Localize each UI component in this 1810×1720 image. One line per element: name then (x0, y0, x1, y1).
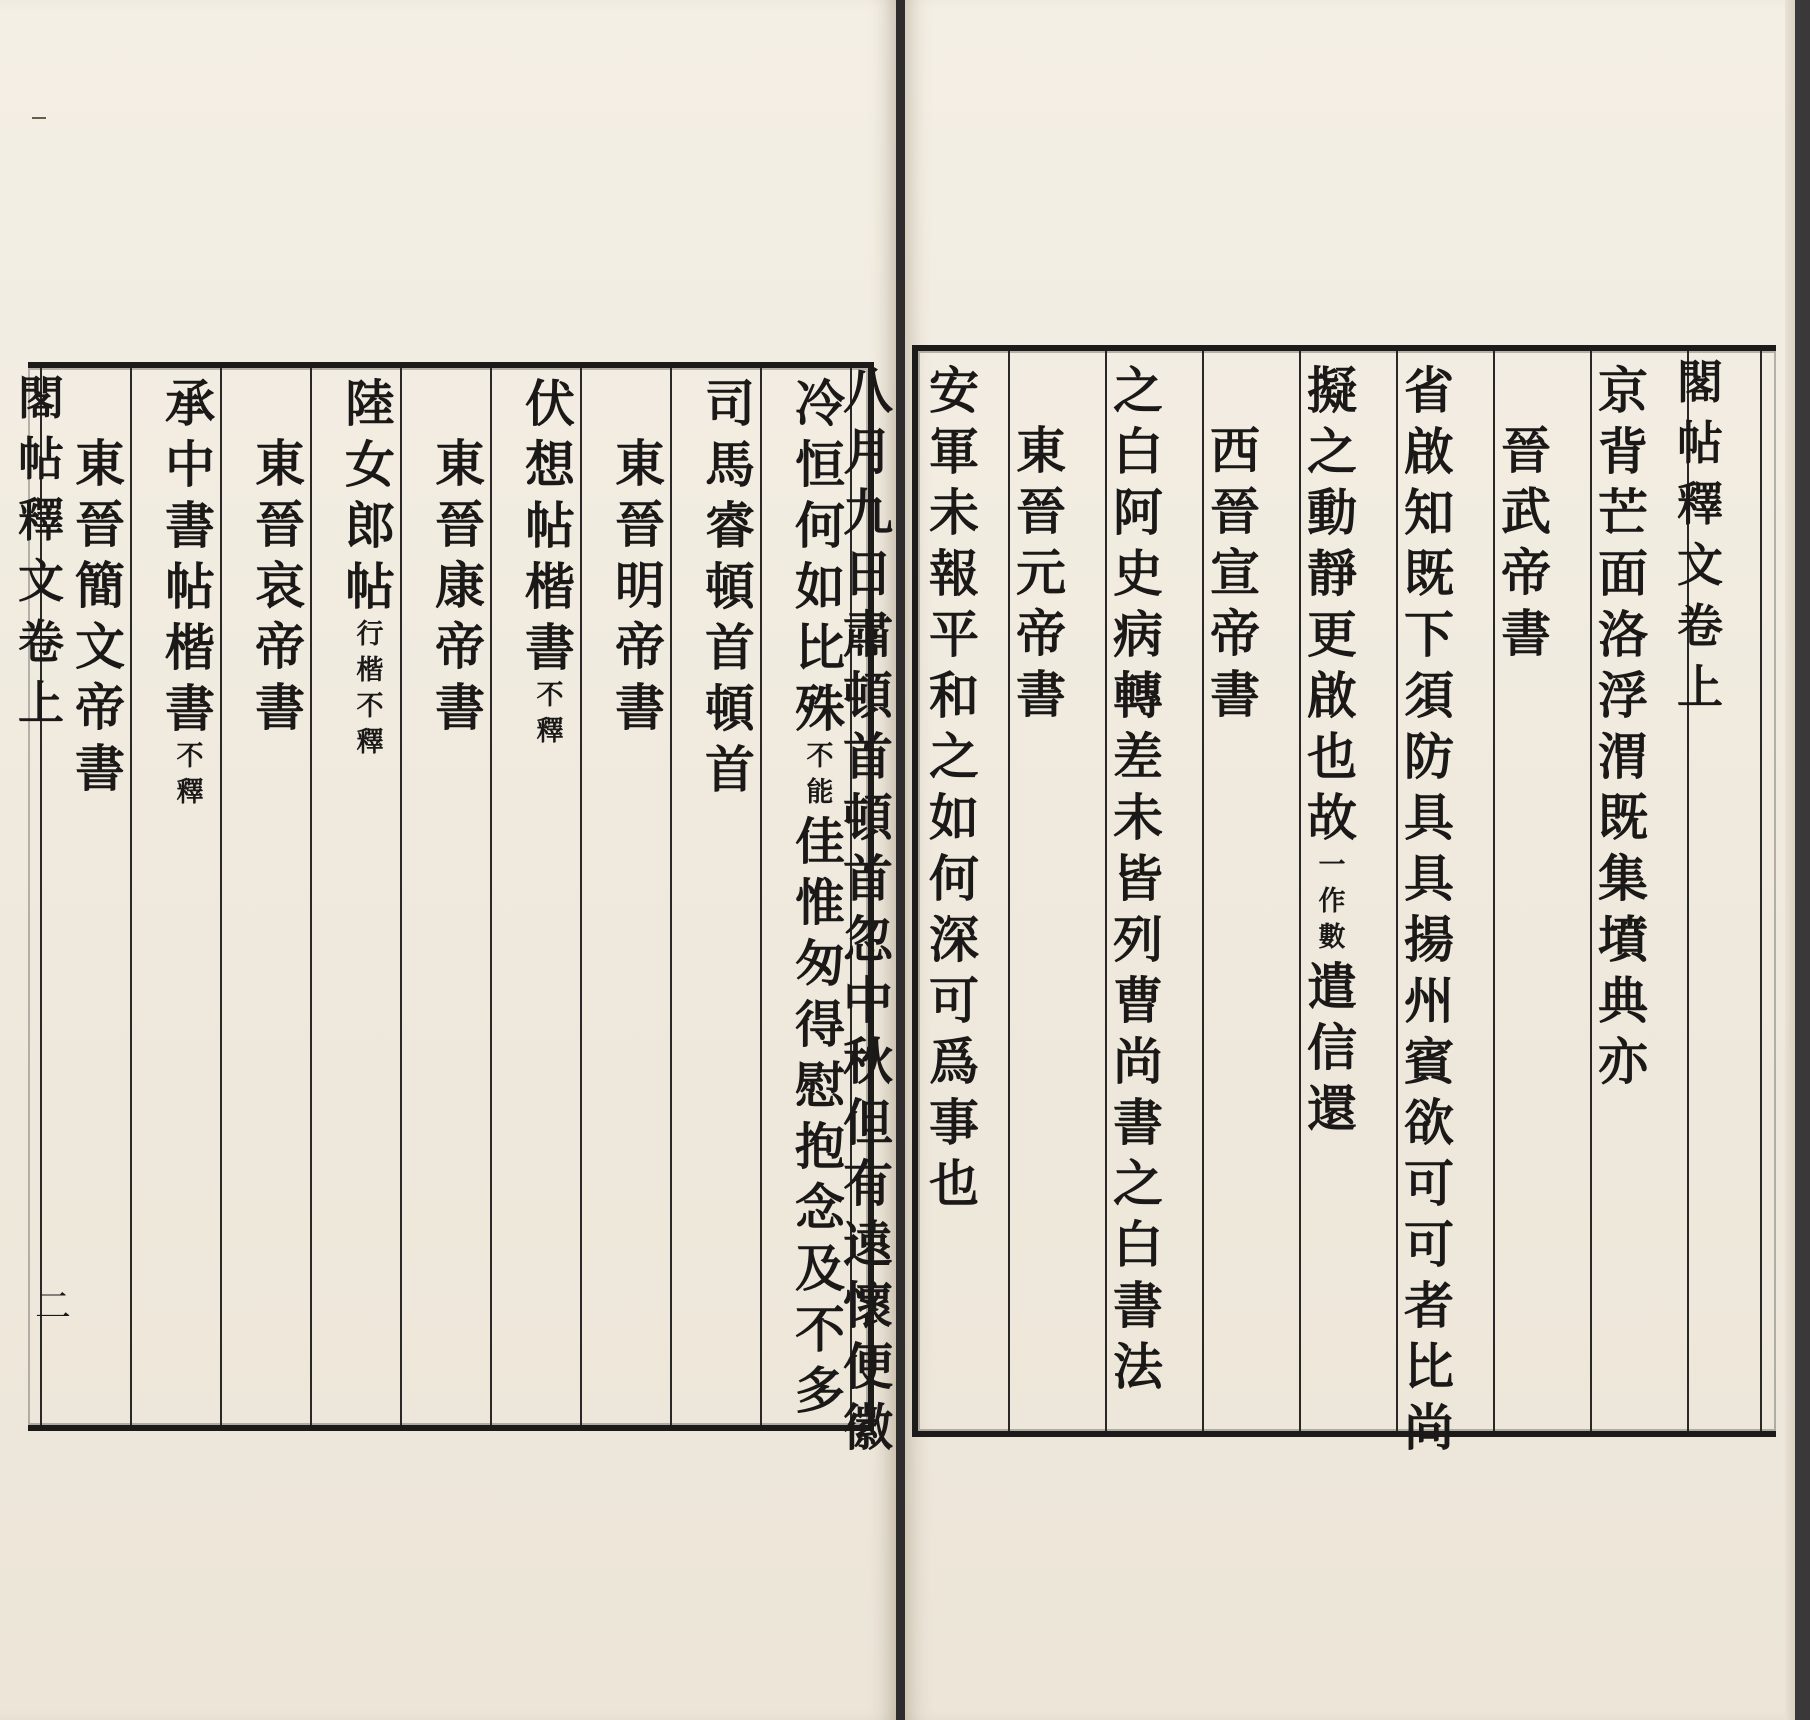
text-char: 遠 (843, 1215, 893, 1274)
text-char: 書 (1016, 665, 1066, 724)
text-char: 墳 (1598, 910, 1648, 969)
text-char: 下 (1404, 605, 1454, 664)
right-col-2 (1491, 420, 1561, 664)
text-char: 冷 (795, 374, 845, 433)
left-col-3 (605, 433, 675, 738)
text-char: 晉 (435, 495, 485, 554)
text-char: 晉 (1210, 482, 1260, 541)
text-char: 曹 (1113, 971, 1163, 1030)
annotation-char: 作 (1318, 886, 1346, 917)
text-char: 哀 (255, 556, 305, 615)
text-char: 但 (843, 1093, 893, 1152)
text-char: 閣 (18, 371, 64, 425)
text-char: 東 (615, 434, 665, 493)
text-char: 何 (795, 496, 845, 555)
text-char: 陸 (345, 374, 395, 433)
text-char: 啟 (1404, 422, 1454, 481)
text-char: 洛 (1598, 605, 1648, 664)
text-char: 殊 (795, 679, 845, 738)
annotation-char: 不 (356, 691, 384, 722)
right-col-1 (1588, 360, 1658, 1092)
text-char: 之 (929, 727, 979, 786)
left-page (0, 0, 896, 1720)
page-number: 二 (35, 1286, 72, 1327)
text-char: 還 (1307, 1079, 1357, 1138)
text-char: 如 (929, 788, 979, 847)
text-char: 不 (795, 1300, 845, 1359)
text-char: 頓 (705, 679, 755, 738)
annotation-char: 一 (1318, 850, 1346, 881)
text-char: 首 (705, 618, 755, 677)
text-char: 轉 (1113, 666, 1163, 725)
text-char: 中 (843, 971, 893, 1030)
text-char: 報 (929, 544, 979, 603)
text-char: 晉 (75, 495, 125, 554)
text-char: 馬 (705, 435, 755, 494)
text-char: 白 (1113, 422, 1163, 481)
text-char: 也 (1307, 727, 1357, 786)
annotation-char: 數 (1318, 922, 1346, 953)
text-char: 便 (843, 1337, 893, 1396)
text-char: 日 (843, 544, 893, 603)
text-char: 具 (1404, 849, 1454, 908)
text-char: 欲 (1404, 1093, 1454, 1152)
right-col-8 (919, 360, 989, 1214)
text-char: 靜 (1307, 544, 1357, 603)
text-char: 恒 (795, 435, 845, 494)
text-char: 集 (1598, 849, 1648, 908)
text-char: 史 (1113, 544, 1163, 603)
text-char: 晉 (615, 495, 665, 554)
text-char: 更 (1307, 605, 1357, 664)
left-col-9 (65, 433, 135, 799)
text-char: 之 (1307, 422, 1357, 481)
text-char: 伏 (525, 374, 575, 433)
text-char: 帝 (255, 617, 305, 676)
text-char: 帝 (435, 617, 485, 676)
text-char: 帖 (165, 557, 215, 616)
text-char: 省 (1404, 361, 1454, 420)
text-char: 差 (1113, 727, 1163, 786)
right-col-4 (1297, 360, 1367, 1139)
text-char: 書 (1501, 604, 1551, 663)
text-char: 宣 (1210, 543, 1260, 602)
text-char: 尚 (1113, 1032, 1163, 1091)
text-char: 尚 (1404, 1398, 1454, 1457)
text-char: 及 (795, 1239, 845, 1298)
left-col-7 (245, 433, 315, 738)
page-edge (1785, 0, 1810, 1720)
annotation-char: 釋 (356, 727, 384, 758)
text-char: 法 (1113, 1337, 1163, 1396)
text-char: 阿 (1113, 483, 1163, 542)
text-char: 揚 (1404, 910, 1454, 969)
text-char: 九 (843, 483, 893, 542)
text-char: 書 (1210, 665, 1260, 724)
text-char: 東 (75, 434, 125, 493)
text-char: 賓 (1404, 1032, 1454, 1091)
text-char: 知 (1404, 483, 1454, 542)
right-title-column (1665, 352, 1735, 718)
right-col-6 (1103, 360, 1173, 1397)
text-char: 卷 (1677, 599, 1723, 653)
text-char: 帖 (18, 432, 64, 486)
text-char: 背 (1598, 422, 1648, 481)
text-char: 爲 (929, 1032, 979, 1091)
text-char: 京 (1598, 361, 1648, 420)
text-char: 事 (929, 1093, 979, 1152)
text-char: 文 (75, 617, 125, 676)
page-mark (32, 117, 46, 119)
text-char: 安 (929, 361, 979, 420)
text-char: 帖 (1677, 416, 1723, 470)
text-char: 有 (843, 1154, 893, 1213)
text-char: 書 (255, 678, 305, 737)
text-char: 故 (1307, 788, 1357, 847)
text-char: 東 (1016, 421, 1066, 480)
text-char: 秋 (843, 1032, 893, 1091)
text-char: 書 (165, 496, 215, 555)
text-char: 書 (615, 678, 665, 737)
text-char: 書 (435, 678, 485, 737)
text-char: 州 (1404, 971, 1454, 1030)
text-char: 慰 (795, 1056, 845, 1115)
text-char: 念 (795, 1178, 845, 1237)
text-char: 晉 (1501, 421, 1551, 480)
text-char: 徽 (843, 1398, 893, 1457)
text-char: 首 (705, 740, 755, 799)
text-char: 東 (255, 434, 305, 493)
left-col-5 (425, 433, 495, 738)
text-char: 比 (795, 618, 845, 677)
text-char: 西 (1210, 421, 1260, 480)
text-char: 想 (525, 435, 575, 494)
text-char: 東 (435, 434, 485, 493)
text-char: 晉 (1016, 482, 1066, 541)
annotation-char: 釋 (536, 716, 564, 747)
text-char: 帝 (615, 617, 665, 676)
text-char: 承 (165, 374, 215, 433)
text-char: 郎 (345, 496, 395, 555)
text-char: 頓 (843, 666, 893, 725)
annotation-char: 能 (806, 777, 834, 808)
annotation-char: 釋 (176, 777, 204, 808)
text-char: 文 (1677, 538, 1723, 592)
text-char: 芒 (1598, 483, 1648, 542)
text-char: 卷 (18, 615, 64, 669)
text-char: 信 (1307, 1018, 1357, 1077)
text-char: 未 (929, 483, 979, 542)
text-char: 者 (1404, 1276, 1454, 1335)
text-char: 未 (1113, 788, 1163, 847)
text-char: 帖 (525, 496, 575, 555)
text-char: 列 (1113, 910, 1163, 969)
right-page (843, 0, 1785, 1720)
text-char: 渭 (1598, 727, 1648, 786)
text-char: 可 (1404, 1215, 1454, 1274)
text-char: 釋 (18, 493, 64, 547)
text-char: 睿 (705, 496, 755, 555)
text-char: 面 (1598, 544, 1648, 603)
text-char: 之 (1113, 1154, 1163, 1213)
text-char: 書 (165, 679, 215, 738)
text-char: 佳 (795, 812, 845, 871)
text-char: 和 (929, 666, 979, 725)
text-char: 比 (1404, 1337, 1454, 1396)
text-char: 深 (929, 910, 979, 969)
left-col-6 (335, 373, 405, 761)
text-char: 平 (929, 605, 979, 664)
text-char: 簡 (75, 556, 125, 615)
text-char: 書 (75, 739, 125, 798)
text-char: 帝 (75, 678, 125, 737)
text-char: 可 (929, 971, 979, 1030)
text-char: 帝 (1501, 543, 1551, 602)
text-char: 須 (1404, 666, 1454, 725)
text-char: 晉 (255, 495, 305, 554)
text-char: 康 (435, 556, 485, 615)
text-char: 書 (525, 618, 575, 677)
text-char: 頓 (843, 788, 893, 847)
text-char: 病 (1113, 605, 1163, 664)
text-char: 擬 (1307, 361, 1357, 420)
text-char: 動 (1307, 483, 1357, 542)
annotation-char: 不 (176, 741, 204, 772)
left-col-2 (695, 373, 765, 800)
text-char: 上 (1677, 660, 1723, 714)
annotation-char: 不 (806, 741, 834, 772)
text-char: 明 (615, 556, 665, 615)
text-char: 帝 (1016, 604, 1066, 663)
text-char: 八 (843, 361, 893, 420)
text-char: 既 (1404, 544, 1454, 603)
text-char: 如 (795, 557, 845, 616)
text-char: 典 (1598, 971, 1648, 1030)
text-char: 楷 (165, 618, 215, 677)
text-char: 得 (795, 995, 845, 1054)
left-col-8 (155, 373, 225, 811)
text-char: 帖 (345, 557, 395, 616)
right-col-9 (833, 360, 903, 1458)
text-char: 遣 (1307, 957, 1357, 1016)
text-char: 防 (1404, 727, 1454, 786)
text-char: 軍 (929, 422, 979, 481)
text-char: 書 (1113, 1093, 1163, 1152)
annotation-char: 不 (536, 680, 564, 711)
left-col-4 (515, 373, 585, 750)
annotation-char: 楷 (356, 655, 384, 686)
text-char: 啟 (1307, 666, 1357, 725)
text-char: 帝 (1210, 604, 1260, 663)
text-char: 也 (929, 1154, 979, 1213)
text-char: 元 (1016, 543, 1066, 602)
text-char: 書 (1113, 1276, 1163, 1335)
text-char: 楷 (525, 557, 575, 616)
text-char: 多 (795, 1361, 845, 1420)
text-char: 亦 (1598, 1032, 1648, 1091)
text-char: 皆 (1113, 849, 1163, 908)
text-char: 肅 (843, 605, 893, 664)
text-char: 白 (1113, 1215, 1163, 1274)
text-char: 忽 (843, 910, 893, 969)
text-char: 惟 (795, 873, 845, 932)
text-char: 女 (345, 435, 395, 494)
text-char: 月 (843, 422, 893, 481)
text-char: 釋 (1677, 477, 1723, 531)
text-char: 中 (165, 435, 215, 494)
text-char: 浮 (1598, 666, 1648, 725)
text-char: 閣 (1677, 355, 1723, 409)
text-char: 首 (843, 727, 893, 786)
text-char: 抱 (795, 1117, 845, 1176)
text-char: 匆 (795, 934, 845, 993)
annotation-char: 行 (356, 619, 384, 650)
text-char: 文 (18, 554, 64, 608)
right-col-3 (1394, 360, 1464, 1458)
text-char: 既 (1598, 788, 1648, 847)
text-char: 上 (18, 676, 64, 730)
text-char: 具 (1404, 788, 1454, 847)
text-char: 之 (1113, 361, 1163, 420)
text-char: 首 (843, 849, 893, 908)
text-char: 頓 (705, 557, 755, 616)
text-char: 司 (705, 374, 755, 433)
text-char: 可 (1404, 1154, 1454, 1213)
right-col-7 (1006, 420, 1076, 725)
text-char: 懷 (843, 1276, 893, 1335)
right-col-5 (1200, 420, 1270, 725)
text-char: 武 (1501, 482, 1551, 541)
text-char: 何 (929, 849, 979, 908)
